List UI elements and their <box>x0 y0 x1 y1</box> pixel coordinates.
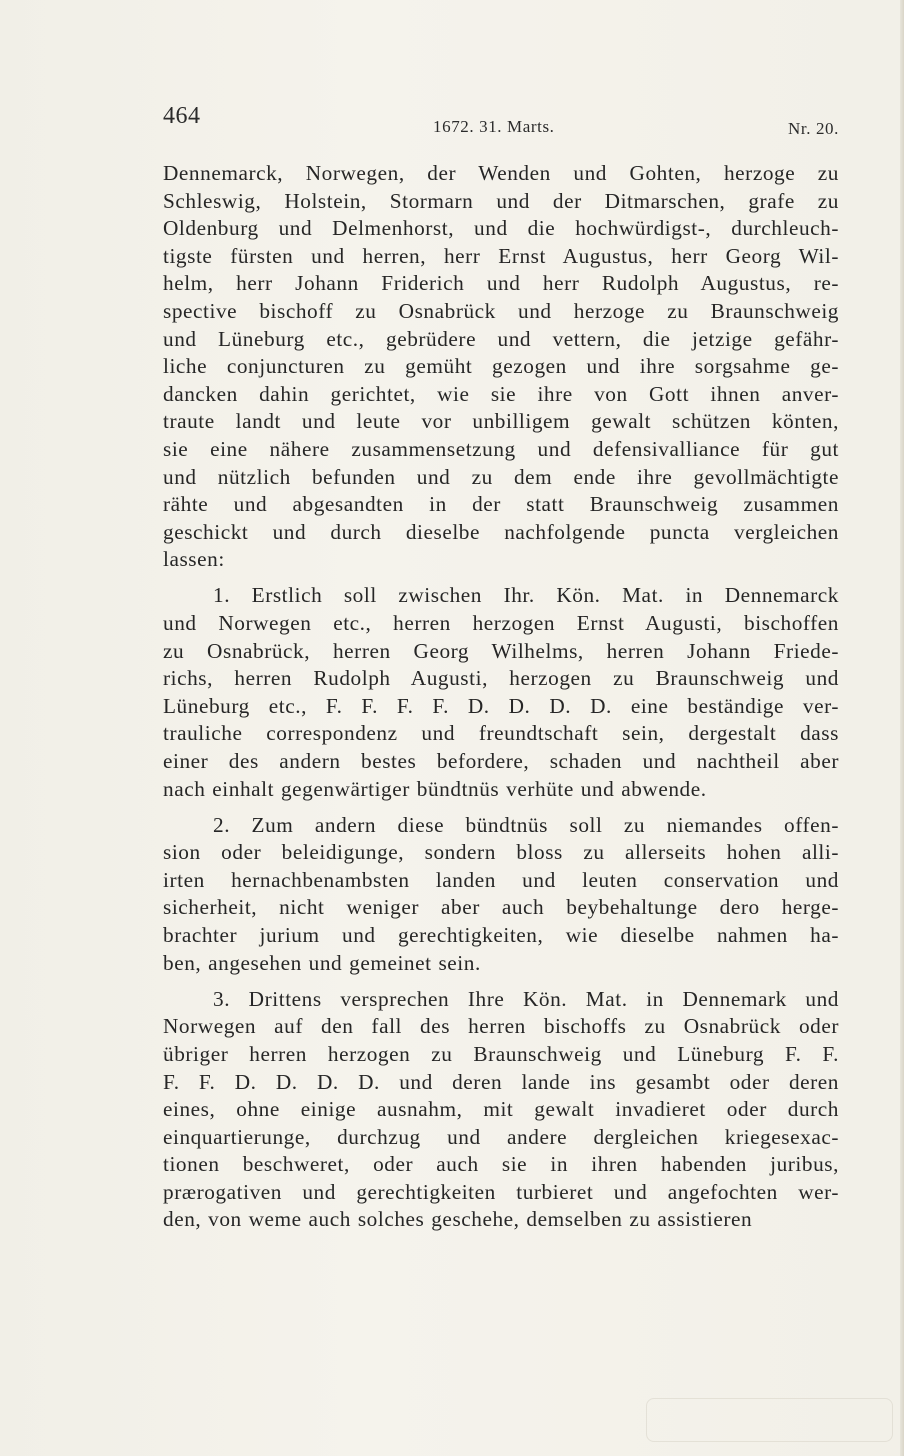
header-date: 1672. 31. Marts. <box>433 117 555 136</box>
text-line: 2. Zum andern diese bündtnüs soll zu niemandes offen- <box>213 812 839 837</box>
text-line: sion oder beleidigunge, sondern bloss zu allerseits hohen alli- <box>163 840 839 865</box>
text-line: Schleswig, Holstein, Stormarn und der Ditmarschen, grafe zu <box>163 188 839 213</box>
text-line: F. F. D. D. D. D. und deren lande ins gesambt oder deren <box>163 1069 839 1094</box>
text-line: übriger herren herzogen zu Braunschweig und Lüneburg F. F. <box>163 1041 839 1066</box>
text-line: prærogativen und gerechtigkeiten turbieret und angefochten wer- <box>163 1179 839 1204</box>
text-line: tionen beschweret, oder auch sie in ihren habenden juribus, <box>163 1152 839 1177</box>
text-line: lassen: <box>163 547 225 572</box>
text-line: helm, herr Johann Friderich und herr Rudolph Augustus, re- <box>163 271 839 296</box>
page-number: 464 <box>163 103 201 129</box>
text-line: sicherheit, nicht weniger aber auch beybehaltunge dero herge- <box>163 895 839 920</box>
text-line: richs, herren Rudolph Augusti, herzogen zu Braunschweig und <box>163 666 839 691</box>
text-line: Norwegen auf den fall des herren bischoffs zu Osnabrück oder <box>163 1014 839 1039</box>
text-line: tigste fürsten und herren, herr Ernst Augustus, herr Georg Wil- <box>163 243 839 268</box>
text-line: 3. Drittens versprechen Ihre Kön. Mat. in Dennemark und <box>213 986 839 1011</box>
text-line: brachter jurium und gerechtigkeiten, wie dieselbe nahmen ha- <box>163 923 839 948</box>
text-line: Dennemarck, Norwegen, der Wenden und Gohten, herzoge zu <box>163 161 839 185</box>
text-line: den, von weme auch solches geschehe, demselben zu assistieren <box>163 1207 753 1232</box>
text-line: und nützlich befunden und zu dem ende ihre gevollmächtigte <box>163 464 839 489</box>
body-text <box>163 160 839 1234</box>
text-line: ben, angesehen und gemeinet sein. <box>163 950 481 975</box>
text-line: irten hernachbenambsten landen und leuten conservation und <box>163 867 839 892</box>
text-line: 1. Erstlich soll zwischen Ihr. Kön. Mat. in Dennemarck <box>213 583 839 608</box>
text-line: rähte und abgesandten in der statt Braunschweig zusammen <box>163 492 839 517</box>
text-line: trauliche correspondenz und freundtschaft sein, dergestalt dass <box>163 721 839 746</box>
document-number: Nr. 20. <box>788 119 839 138</box>
paragraph <box>163 160 839 574</box>
paragraph <box>163 812 839 978</box>
text-line: liche conjuncturen zu gemüht gezogen und ihre sorgsahme ge- <box>163 354 839 379</box>
text-line: sie eine nähere zusammensetzung und defensivalliance für gut <box>163 436 839 461</box>
text-line: spective bischoff zu Osnabrück und herzoge zu Braunschweig <box>163 298 839 323</box>
text-line: geschickt und durch dieselbe nachfolgende puncta vergleichen <box>163 519 839 544</box>
text-line: traute landt und leute vor unbilligem gewalt schützen könten, <box>163 409 839 434</box>
text-line: Oldenburg und Delmenhorst, und die hochwürdigst-, durchleuch- <box>163 216 839 241</box>
text-line: Lüneburg etc., F. F. F. F. D. D. D. D. eine beständige ver- <box>163 693 839 718</box>
text-line: nach einhalt gegenwärtiger bündtnüs verhüte und abwende. <box>163 776 707 801</box>
paragraph <box>163 986 839 1234</box>
running-header <box>163 103 839 139</box>
text-line: einer des andern bestes befordere, schaden und nachtheil aber <box>163 748 839 773</box>
text-line: dancken dahin gerichtet, wie sie ihre von Gott ihnen anver- <box>163 381 839 406</box>
text-line: und Lüneburg etc., gebrüdere und vettern, die jetzige gefähr- <box>163 326 839 351</box>
text-line: und Norwegen etc., herren herzogen Ernst Augusti, bischoffen <box>163 611 839 635</box>
page-edge <box>900 0 904 1456</box>
paragraph <box>163 582 839 803</box>
text-line: eines, ohne einige ausnahm, mit gewalt invadieret oder durch <box>163 1097 839 1122</box>
paper-mark <box>646 1398 893 1442</box>
text-line: einquartierunge, durchzug und andere dergleichen kriegesexac- <box>163 1124 839 1149</box>
text-line: zu Osnabrück, herren Georg Wilhelms, herren Johann Friede- <box>163 638 839 663</box>
